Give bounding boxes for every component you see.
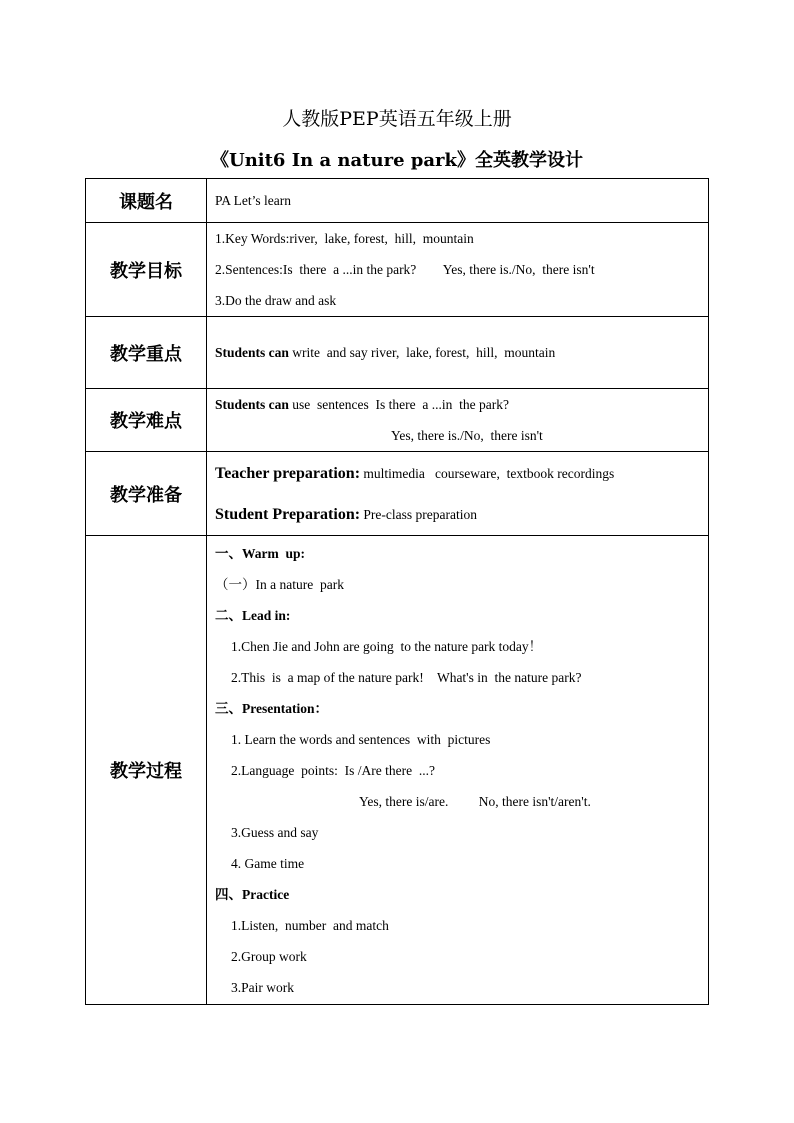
- process-step: 2.Group work: [231, 949, 307, 964]
- process-section-heading: 四、Practice: [215, 887, 290, 902]
- teacher-preparation-text: multimedia courseware, textbook recordings: [360, 465, 615, 481]
- objective-line: 1.Key Words:river, lake, forest, hill, mountain: [215, 231, 474, 246]
- difficulties-body: use sentences Is there a ...in the park?: [288, 397, 509, 412]
- document-subtitle: 《Unit6 In a nature park》全英教学设计: [211, 150, 583, 171]
- table-row: [86, 179, 709, 223]
- process-step: 4. Game time: [231, 856, 305, 871]
- process-step: 3.Guess and say: [231, 825, 319, 840]
- process-section-heading: 二、Lead in:: [215, 608, 291, 623]
- process-label: 教学过程: [86, 536, 207, 1005]
- student-preparation-text: Pre-class preparation: [360, 506, 477, 522]
- table-row: [86, 389, 709, 452]
- teacher-preparation-label: Teacher preparation:: [215, 464, 361, 482]
- lesson-plan-table: [85, 178, 709, 1005]
- process-step: 3.Pair work: [231, 980, 294, 995]
- process-section-heading: 一、Warm up:: [215, 546, 306, 561]
- difficulties-label: 教学难点: [86, 389, 207, 452]
- process-step: 2.Language points: Is /Are there ...?: [231, 763, 435, 778]
- process-step: 1. Learn the words and sentences with pictures: [231, 732, 491, 747]
- process-step: 1.Listen, number and match: [231, 918, 389, 933]
- difficulties-cell: [207, 389, 709, 452]
- process-step: Yes, there is/are. No, there isn't/aren't.: [359, 794, 591, 809]
- topic-label: 课题名: [86, 179, 207, 223]
- topic-value: PA Let’s learn: [215, 193, 291, 208]
- difficulties-answer: Yes, there is./No, there isn't: [391, 428, 543, 443]
- key-points-cell: [207, 317, 709, 389]
- objective-line: 3.Do the draw and ask: [215, 293, 337, 308]
- process-step: 2.This is a map of the nature park! What's in the nature park?: [231, 670, 582, 685]
- student-preparation-label: Student Preparation:: [215, 505, 361, 523]
- difficulties-text: [207, 389, 708, 420]
- table-row: [86, 223, 709, 317]
- difficulties-subject: Students can: [215, 397, 289, 412]
- process-step: 1.Chen Jie and John are going to the nature park today！: [231, 639, 543, 654]
- table-row: [86, 452, 709, 536]
- teacher-preparation: [207, 453, 708, 494]
- preparation-label: 教学准备: [86, 452, 207, 536]
- key-points-body: write and say river, lake, forest, hill, mountain: [288, 345, 556, 360]
- process-step: （一）In a nature park: [215, 577, 344, 592]
- table-row: [86, 536, 709, 1005]
- student-preparation: [207, 494, 708, 535]
- table-row: [86, 317, 709, 389]
- preparation-cell: [207, 452, 709, 536]
- key-points-subject: Students can: [215, 345, 289, 360]
- key-points-text: [207, 337, 708, 368]
- objective-line: 2.Sentences:Is there a ...in the park? Yes, there is./No, there isn't: [215, 262, 595, 277]
- objectives-cell: [207, 223, 709, 317]
- objectives-label: 教学目标: [86, 223, 207, 317]
- topic-cell: [207, 179, 709, 223]
- document-title: 人教版PEP英语五年级上册: [282, 108, 512, 130]
- process-section-heading: 三、Presentation：: [215, 701, 328, 716]
- process-cell: [207, 536, 709, 1005]
- key-points-label: 教学重点: [86, 317, 207, 389]
